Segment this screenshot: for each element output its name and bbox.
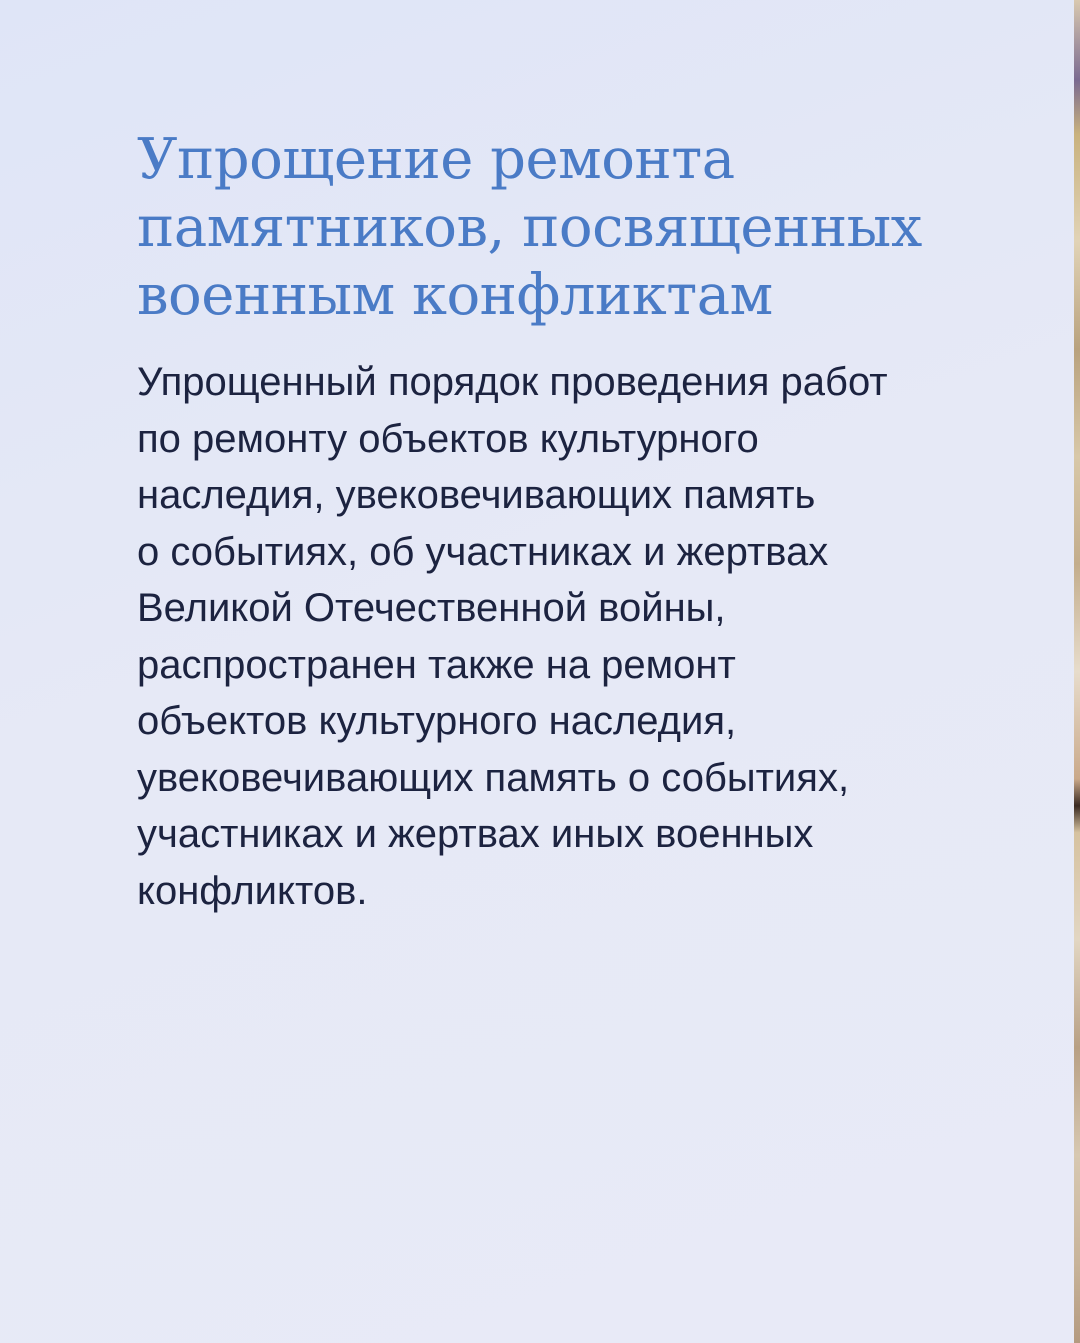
body-line: увековечивающих память о событиях, (137, 755, 850, 800)
body-line: о событиях, об участниках и жертвах (137, 529, 829, 574)
title-line: памятников, посвященных (137, 195, 922, 260)
slide-title (137, 126, 1037, 330)
title-line: военным конфликтам (137, 263, 773, 328)
adjacent-slide-edge (1074, 0, 1080, 1343)
body-line: участниках и жертвах иных военных (137, 812, 814, 856)
body-line: объектов культурного наследия, (137, 699, 737, 743)
title-line: Упрощение ремонта (137, 127, 735, 192)
body-line: Великой Отечественной войны, (137, 586, 726, 630)
body-line: наследия, увековечивающих память (137, 473, 816, 517)
body-line: Упрощенный порядок проведения работ (137, 360, 888, 404)
body-line: конфликтов. (137, 868, 368, 913)
body-line: распространен также на ремонт (137, 642, 736, 687)
body-line: по ремонту объектов культурного (137, 416, 759, 461)
slide-body-text (137, 354, 1037, 919)
